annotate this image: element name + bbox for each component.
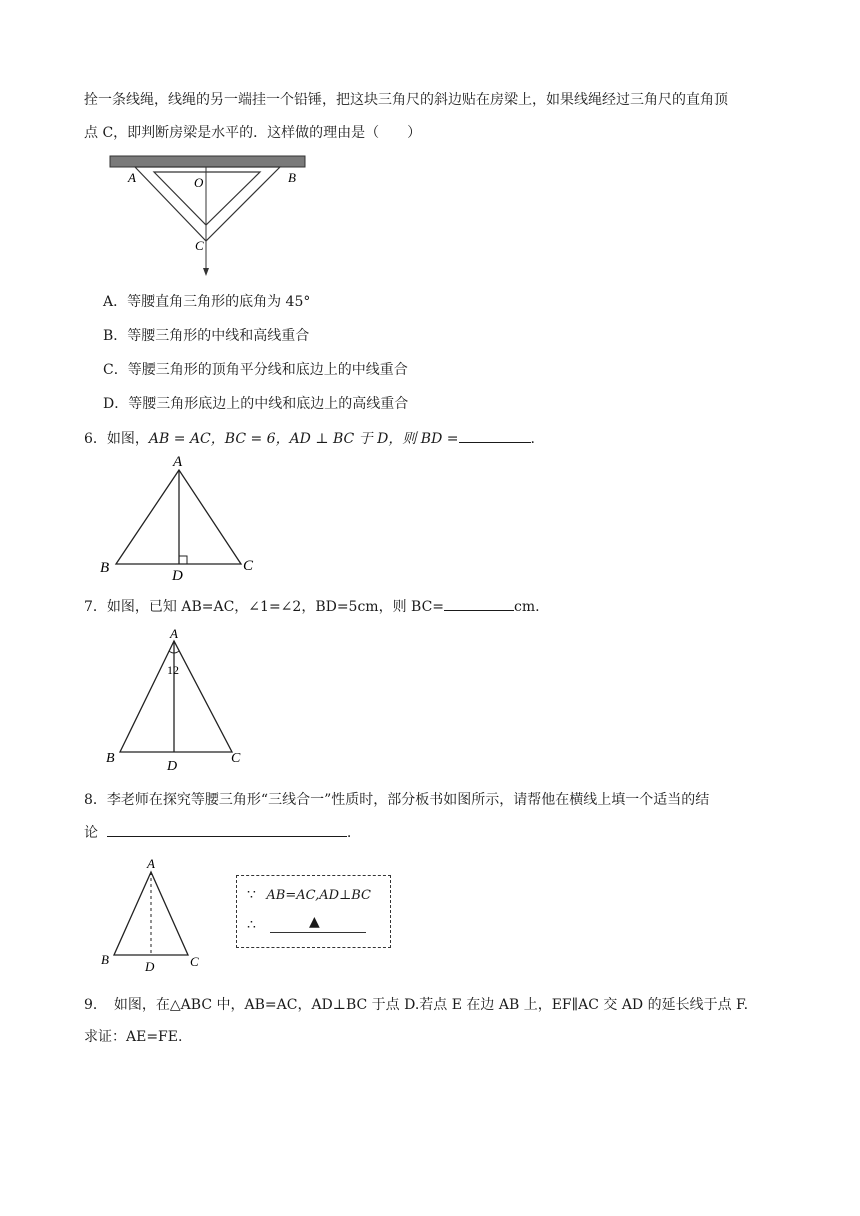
set-square-outer [135, 167, 280, 241]
q6-suffix: . [530, 431, 535, 447]
q7-suffix: cm. [514, 599, 540, 615]
q7-answer-blank[interactable] [444, 596, 514, 611]
q6-label-d: D [172, 568, 183, 584]
q6-label-c: C [243, 558, 254, 574]
q5-label-o: O [194, 175, 204, 190]
q6-math: AB = AC，BC = 6，AD ⊥ BC 于 D，则 BD = [148, 431, 459, 447]
q5-option-b[interactable]: B．等腰三角形的中线和高线重合 [103, 328, 310, 344]
triangle-marker-icon: ▲ [309, 914, 320, 930]
roof-beam [110, 156, 305, 167]
q6-prefix: 6．如图， [84, 431, 149, 447]
q6-answer-blank[interactable] [459, 428, 531, 443]
q7-label-d: D [167, 759, 178, 774]
q8-text-line2 [84, 822, 351, 843]
right-angle-mark [179, 556, 187, 564]
q6-figure [96, 452, 266, 584]
q9-text-line1: 9． 如图，在△ABC 中，AB=AC，AD⊥BC 于点 D.若点 E 在边 AB 上，EF∥AC 交 AD 的延长线于点 F. [84, 997, 749, 1013]
q8-figure [98, 852, 210, 974]
q6-text [84, 428, 535, 449]
q5-label-a: A [128, 170, 136, 185]
q7-text [84, 596, 540, 617]
therefore-symbol: ∴ [247, 917, 256, 933]
q8-line2-prefix: 论 [84, 825, 98, 841]
q5-text-line1: 拴一条线绳，线绳的另一端挂一个铅锤，把这块三角尺的斜边贴在房梁上，如果线绳经过三角尺的直角顶 [84, 92, 728, 108]
q5-label-c: C [195, 238, 204, 253]
triangle-abc [120, 641, 232, 752]
q7-prefix: 7．如图，已知 AB=AC，∠1=∠2，BD=5cm，则 BC= [84, 599, 445, 615]
q8-label-d: D [145, 959, 155, 974]
q7-label-a: A [170, 626, 178, 641]
q8-label-c: C [190, 954, 199, 969]
board-answer-line[interactable] [270, 932, 366, 933]
q8-line2-suffix: . [346, 825, 352, 841]
q7-angle-labels: 12 [167, 663, 179, 677]
q8-text-line1: 8．李老师在探究等腰三角形“三线合一”性质时，部分板书如图所示，请帮他在横线上填一个适当的结 [84, 792, 710, 808]
q5-option-a[interactable]: A．等腰直角三角形的底角为 45° [103, 294, 311, 310]
q5-option-c[interactable]: C．等腰三角形的顶角平分线和底边上的中线重合 [103, 362, 408, 378]
q5-label-b: B [288, 170, 296, 185]
because-symbol: ∵ [247, 887, 256, 903]
q6-label-a: A [173, 454, 183, 470]
q6-label-b: B [100, 560, 110, 576]
q7-label-b: B [106, 751, 115, 766]
q9-text-line2: 求证：AE=FE. [84, 1029, 183, 1045]
board-premise: AB=AC,AD⊥BC [266, 888, 371, 903]
q8-board-box [236, 875, 391, 948]
q5-figure [100, 150, 315, 280]
q8-label-b: B [101, 952, 109, 967]
q8-label-a: A [147, 856, 155, 871]
q7-figure [100, 624, 250, 774]
plumb-bob [203, 268, 209, 276]
set-square-inner [154, 172, 260, 225]
q8-answer-blank[interactable] [107, 822, 347, 837]
q7-label-c: C [231, 751, 241, 766]
q5-option-d[interactable]: D．等腰三角形底边上的中线和底边上的高线重合 [103, 396, 409, 412]
q5-text-line2: 点 C，即判断房梁是水平的．这样做的理由是（ ） [84, 125, 422, 141]
